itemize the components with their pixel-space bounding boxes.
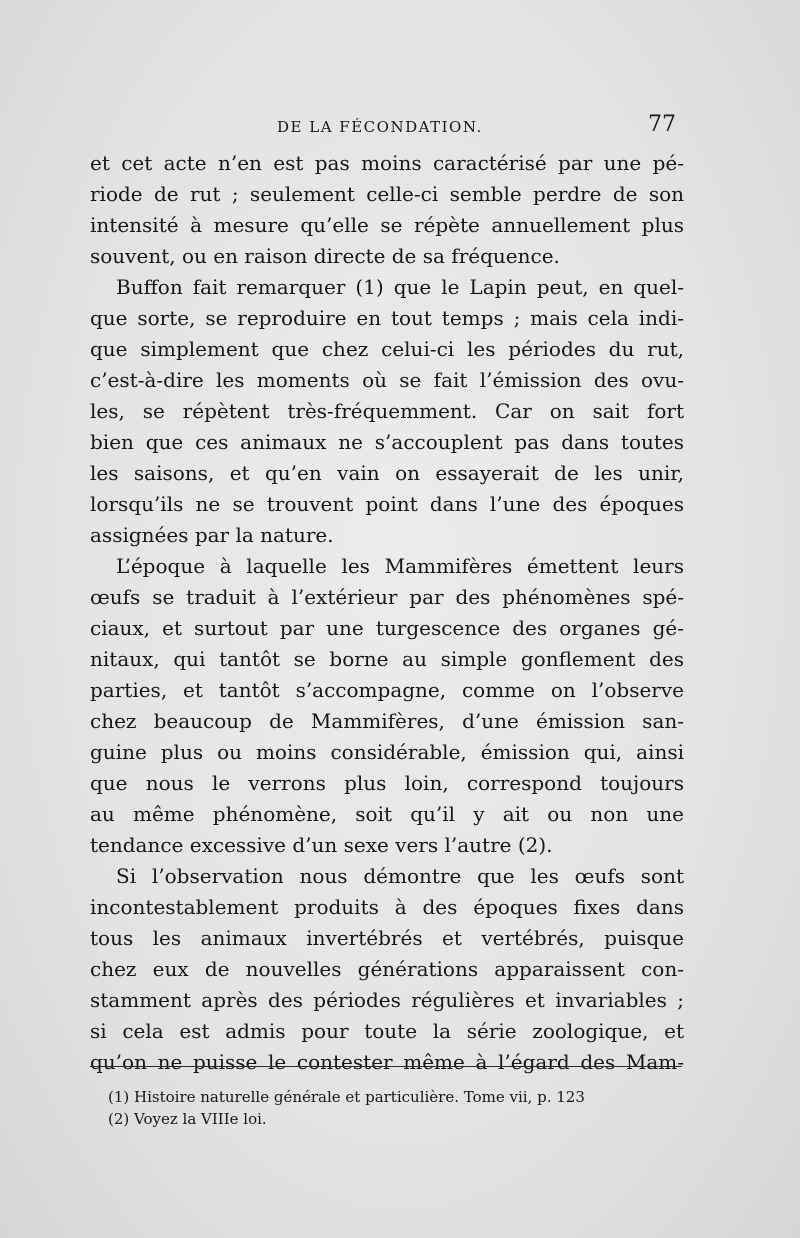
text-line: tous les animaux invertébrés et vertébrés, puisque [90, 926, 684, 950]
paragraph-start-line: L’époque à laquelle les Mammifères émettent leurs [116, 554, 684, 578]
text-line: ciaux, et surtout par une turgescence des organes gé- [90, 616, 684, 640]
footnotes [108, 1086, 688, 1130]
page-header [90, 112, 680, 140]
footnote-2: (2) Voyez la VIIIe loi. [108, 1110, 267, 1128]
text-line: les, se répètent très-fréquemment. Car on sait fort [90, 399, 684, 423]
text-line: œufs se traduit à l’extérieur par des phénomènes spé- [90, 585, 684, 609]
text-line: guine plus ou moins considérable, émission qui, ainsi [90, 740, 684, 764]
body-text [90, 148, 684, 1078]
footnote-divider [90, 1066, 682, 1067]
paragraph-start-line: Si l’observation nous démontre que les œufs sont [116, 864, 684, 888]
text-line: stamment après des périodes régulières et invariables ; [90, 988, 684, 1012]
text-line: si cela est admis pour toute la série zoologique, et [90, 1019, 684, 1043]
page-number: 77 [648, 112, 676, 137]
text-line: incontestablement produits à des époques fixes dans [90, 895, 684, 919]
text-line: tendance excessive d’un sexe vers l’autre (2). [90, 833, 553, 857]
text-line: au même phénomène, soit qu’il y ait ou non une [90, 802, 684, 826]
text-line: qu’on ne puisse le contester même à l’égard des Mam- [90, 1050, 684, 1074]
text-line: assignées par la nature. [90, 523, 334, 547]
text-line: les saisons, et qu’en vain on essayerait de les unir, [90, 461, 684, 485]
paragraph-start-line: Buffon fait remarquer (1) que le Lapin peut, en quel- [116, 275, 684, 299]
text-line: bien que ces animaux ne s’accouplent pas dans toutes [90, 430, 684, 454]
text-line: que simplement que chez celui-ci les périodes du rut, [90, 337, 684, 361]
running-title: DE LA FÉCONDATION. [277, 118, 483, 136]
text-line: que sorte, se reproduire en tout temps ; mais cela indi- [90, 306, 684, 330]
text-line: que nous le verrons plus loin, correspond toujours [90, 771, 684, 795]
footnote-1: (1) Histoire naturelle générale et particulière. Tome vii, p. 123 [108, 1088, 585, 1106]
text-line: nitaux, qui tantôt se borne au simple gonflement des [90, 647, 684, 671]
text-line: chez eux de nouvelles générations apparaissent con- [90, 957, 684, 981]
text-line: et cet acte n’en est pas moins caractérisé par une pé- [90, 151, 684, 175]
text-line: riode de rut ; seulement celle-ci semble perdre de son [90, 182, 684, 206]
text-line: parties, et tantôt s’accompagne, comme on l’observe [90, 678, 684, 702]
text-line: intensité à mesure qu’elle se répète annuellement plus [90, 213, 684, 237]
text-line: c’est-à-dire les moments où se fait l’émission des ovu- [90, 368, 684, 392]
text-line: lorsqu’ils ne se trouvent point dans l’une des époques [90, 492, 684, 516]
text-line: souvent, ou en raison directe de sa fréquence. [90, 244, 560, 268]
text-line: chez beaucoup de Mammifères, d’une émission san- [90, 709, 684, 733]
